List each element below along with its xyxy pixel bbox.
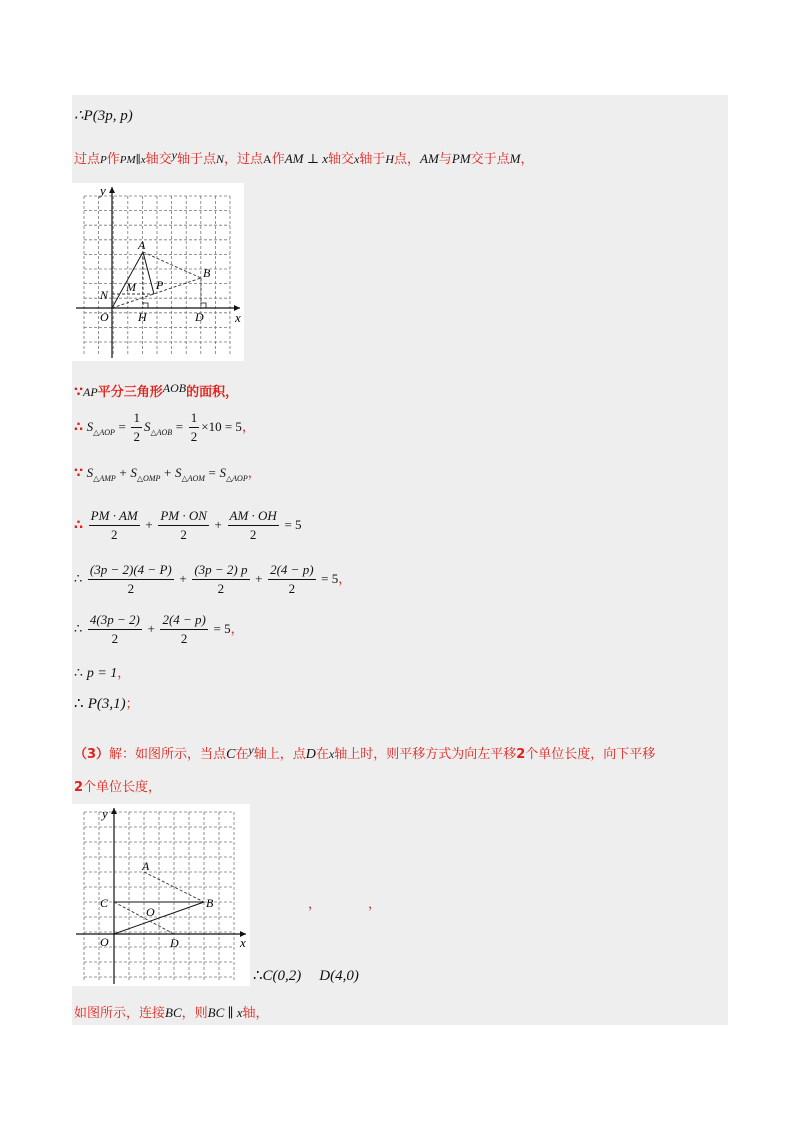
line-p-coordinates: ∴P(3p, p) (74, 108, 133, 124)
label-point-b: B (203, 266, 211, 280)
line-c-d-coordinates: ∴C(0,2) D(4,0) (253, 968, 359, 984)
stray-comma-2: ， (368, 897, 382, 912)
line-construction: 过点P作PM∥x轴交y轴于点N，过点A作AM ⊥ x轴交x轴于H点，AM与PM交于点M， (74, 148, 534, 167)
label-x-axis: x (235, 310, 241, 325)
line-part3-continued: 2个单位长度， (74, 780, 162, 795)
label-x-axis: x (240, 935, 246, 950)
label-y-axis: y (102, 806, 108, 821)
line-substitute: ∴ $\frac{(3p - 2)(4 - P)}{2}$ + $\frac{(3p - 2) p}{2}$ + $\frac{2(4 - p)}{2}$ = 5， (74, 562, 352, 596)
label-point-a: A (138, 238, 146, 252)
line-p-result: ∴ P(3,1)； (74, 696, 139, 712)
line-part3-solution: （3）解：如图所示，当点C在y轴上，点D在x轴上时，则平移方式为向左平移2个单位长度，向下平移 (74, 743, 656, 762)
label-point-c: C (100, 896, 109, 910)
label-point-b: B (206, 896, 214, 910)
label-point-a: A (142, 859, 150, 873)
label-point-h: H (138, 310, 147, 324)
line-simplify: ∴ $\frac{4(3p - 2)}{2}$ + $\frac{2(4 - p)}{2}$ = 5， (74, 612, 244, 646)
figure-triangle-aob (72, 183, 244, 361)
label-y-axis: y (100, 183, 106, 198)
line-ap-bisects-area: ∵AP平分三角形AOB的面积， (74, 381, 239, 400)
label-point-p: P (156, 278, 164, 292)
label-point-m: M (126, 280, 136, 294)
line-area-sum: ∵ $S_{\triangle AMP} + S_{\triangle OMP} + S_{\triangle AOM} = S_{\triangle AOP}$， (74, 465, 261, 483)
label-point-d: D (170, 936, 179, 950)
figure-translation (72, 804, 250, 986)
line-connect-bc: 如图所示，连接BC，则BC ∥ x轴， (74, 1005, 269, 1021)
label-point-d: D (195, 310, 204, 324)
line-area-aop: ∴ $S_{\triangle AOP}$ = $\frac{1}{2}$ $S_{\triangle AOB}$ = $\frac{1}{2}$ ×10 = 5， (74, 410, 255, 444)
line-area-formula: ∴ $\frac{PM \cdot AM}{2}$ + $\frac{PM \cdot ON}{2}$ + $\frac{AM \cdot OH}{2}$ = 5 (74, 508, 302, 542)
stray-comma-1: ， (308, 897, 322, 912)
label-point-o: O (100, 310, 109, 324)
label-point-o-prime: O (146, 905, 155, 919)
line-p-equals-1: ∴ p = 1， (74, 666, 131, 681)
label-point-o: O (100, 935, 109, 949)
label-point-n: N (100, 288, 109, 302)
